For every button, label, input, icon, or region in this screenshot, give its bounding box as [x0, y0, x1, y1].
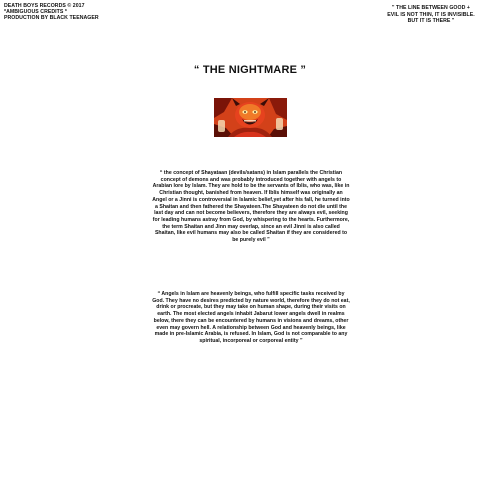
credits-line-ambiguous: *AMBIGUOUS CREDITS * — [4, 9, 67, 16]
credits-block — [4, 3, 99, 22]
demon-figure-artwork — [214, 98, 287, 137]
tagline-line-2: EVIL IS NOT THIN, IT IS INVISIBLE. — [387, 11, 475, 18]
paragraph-angels: “ Angels in Islam are heavenly beings, who fulfill specific tasks received by God. They have no desires predicted by nature world, therefore they do not eat, drink or procreate, but they may take on human shape, during their visits on earth. The most elected angels inhabit Jabarut lower angels dwell in realms below, there they can be encountered by humans in visions and dreams, other even may govern hell. A relationship between God and heavenly beings, like made in pre-Islamic Arabia, is refused. In Islam, God is not comparable to any spiritual, incorporeal or corporeal entity ” — [152, 291, 350, 344]
credits-line-label: DEATH BOYS RECORDS © 2017 — [4, 3, 85, 9]
credits-line-production: PRODUCTION BY BLACK TEENAGER — [4, 15, 99, 22]
page-title: “ THE NIGHTMARE ” — [193, 64, 307, 76]
paragraph-shayataan: “ the concept of Shayataan (devils/satans) in Islam parallels the Christian concept of demons and was probably introduced together with angels to Arabian lore by Islam. They are hold to be the servants of Iblis, who was, like in Christian thought, banished from heaven. If Iblis himself was originally an Angel or a Jinni is controversial in Islamic belief,yet after his fall, he turned into a Shaitan and then fathered the Shayateen.The Shayateen do not die until the last day and can not become believers, therefore they are always evil, seeking for leading humans astray from God, by whispering to the hearts. Furthermore, the term Shaitan and Jinn may overlap, since an evil Jinni is also called Shaitan, like evil humans may also be called Shaitan if they are considered to be purely evil ” — [152, 170, 350, 244]
tagline-quote — [366, 5, 496, 25]
tagline-line-1: " THE LINE BETWEEN GOOD + — [392, 5, 470, 11]
demon-figure-icon — [214, 98, 287, 137]
tagline-line-3: BUT IT IS THERE " — [407, 18, 455, 25]
